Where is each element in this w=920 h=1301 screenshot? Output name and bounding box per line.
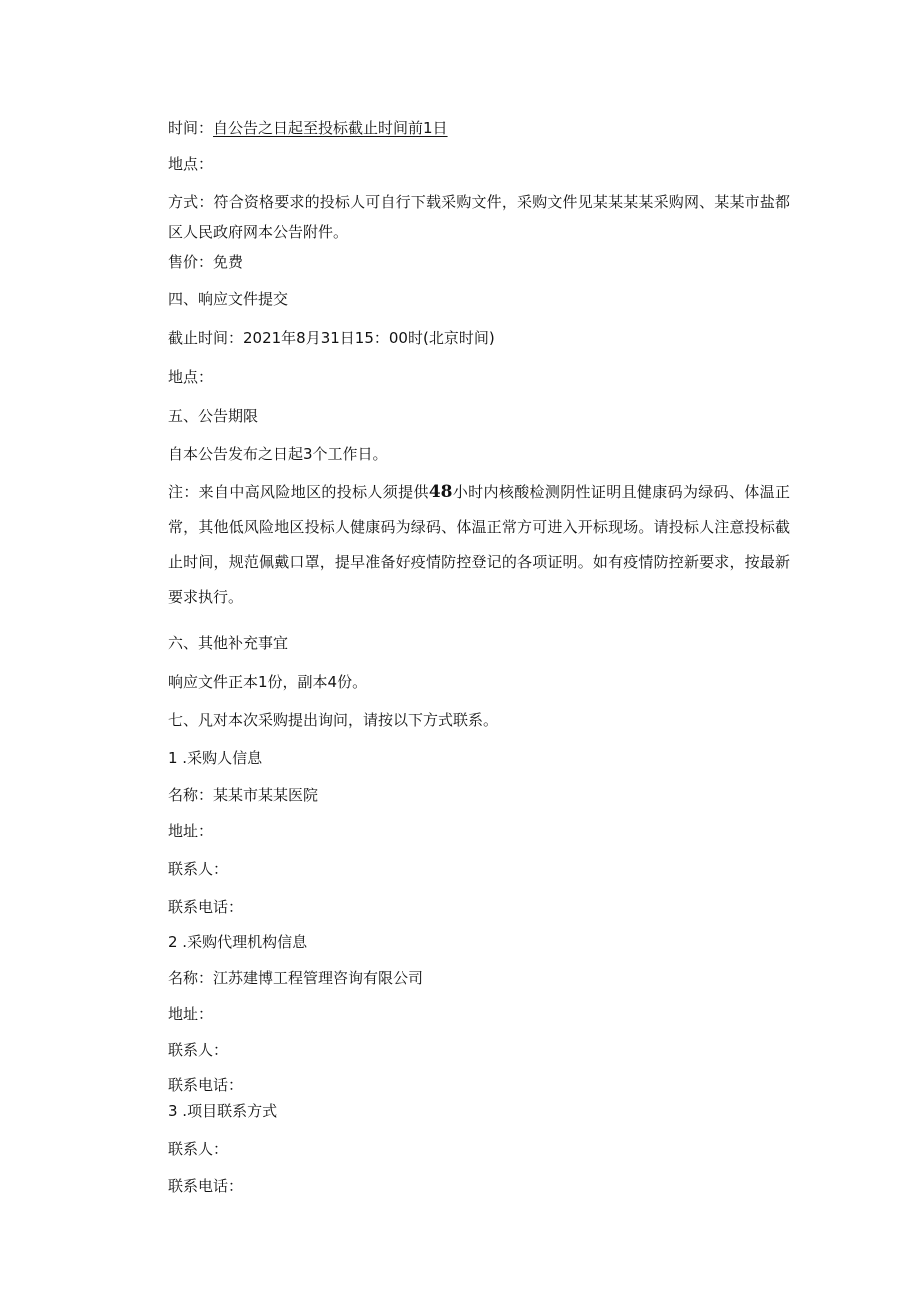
copies-line: 响应文件正本1份，副本4份。 — [168, 673, 368, 691]
place-line-1: 地点： — [168, 155, 214, 173]
note-hours: 48 — [428, 482, 453, 502]
time-value: 自公告之日起至投标截止时间前1日 — [213, 119, 448, 137]
project-phone: 联系电话： — [168, 1177, 244, 1195]
project-contact: 联系人： — [168, 1140, 229, 1158]
section-6-heading: 六、其他补充事宜 — [168, 634, 289, 652]
purchaser-contact: 联系人： — [168, 860, 229, 878]
price-line: 售价：免费 — [168, 253, 244, 271]
time-label: 时间： — [168, 119, 214, 137]
agency-phone: 联系电话： — [168, 1076, 244, 1094]
epidemic-note-paragraph — [168, 475, 790, 615]
purchaser-heading: 1 .采购人信息 — [168, 749, 263, 767]
purchaser-address: 地址： — [168, 822, 214, 840]
place-line-2: 地点： — [168, 368, 214, 386]
section-7-heading: 七、凡对本次采购提出询问，请按以下方式联系。 — [168, 711, 499, 729]
project-heading: 3 .项目联系方式 — [168, 1102, 278, 1120]
note-text-after: 小时内核酸检测阴性证明且健康码为绿码、体温正常，其他低风险地区投标人健康码为绿码、体温正常方可进入开标现场。请投标人注意投标截止时间，规范佩戴口罩，提早准备好疫情防控登记的各项证明。如有疫情防控新要求，按最新要求执行。 — [168, 483, 790, 606]
agency-address: 地址： — [168, 1005, 214, 1023]
section-5-heading: 五、公告期限 — [168, 407, 259, 425]
purchaser-phone: 联系电话： — [168, 898, 244, 916]
period-line: 自本公告发布之日起3个工作日。 — [168, 445, 388, 463]
agency-heading: 2 .采购代理机构信息 — [168, 933, 308, 951]
time-row — [168, 119, 448, 137]
deadline-line: 截止时间：2021年8月31日15：00时(北京时间) — [168, 329, 495, 347]
section-4-heading: 四、响应文件提交 — [168, 290, 289, 308]
purchaser-name: 名称：某某市某某医院 — [168, 786, 319, 804]
method-paragraph: 方式：符合资格要求的投标人可自行下载采购文件，采购文件见某某某某采购网、某某市盐都区人民政府网本公告附件。 — [168, 193, 790, 241]
agency-contact: 联系人： — [168, 1041, 229, 1059]
note-text-before: 注：来自中高风险地区的投标人须提供 — [168, 483, 429, 501]
agency-name: 名称：江苏建博工程管理咨询有限公司 — [168, 969, 424, 987]
